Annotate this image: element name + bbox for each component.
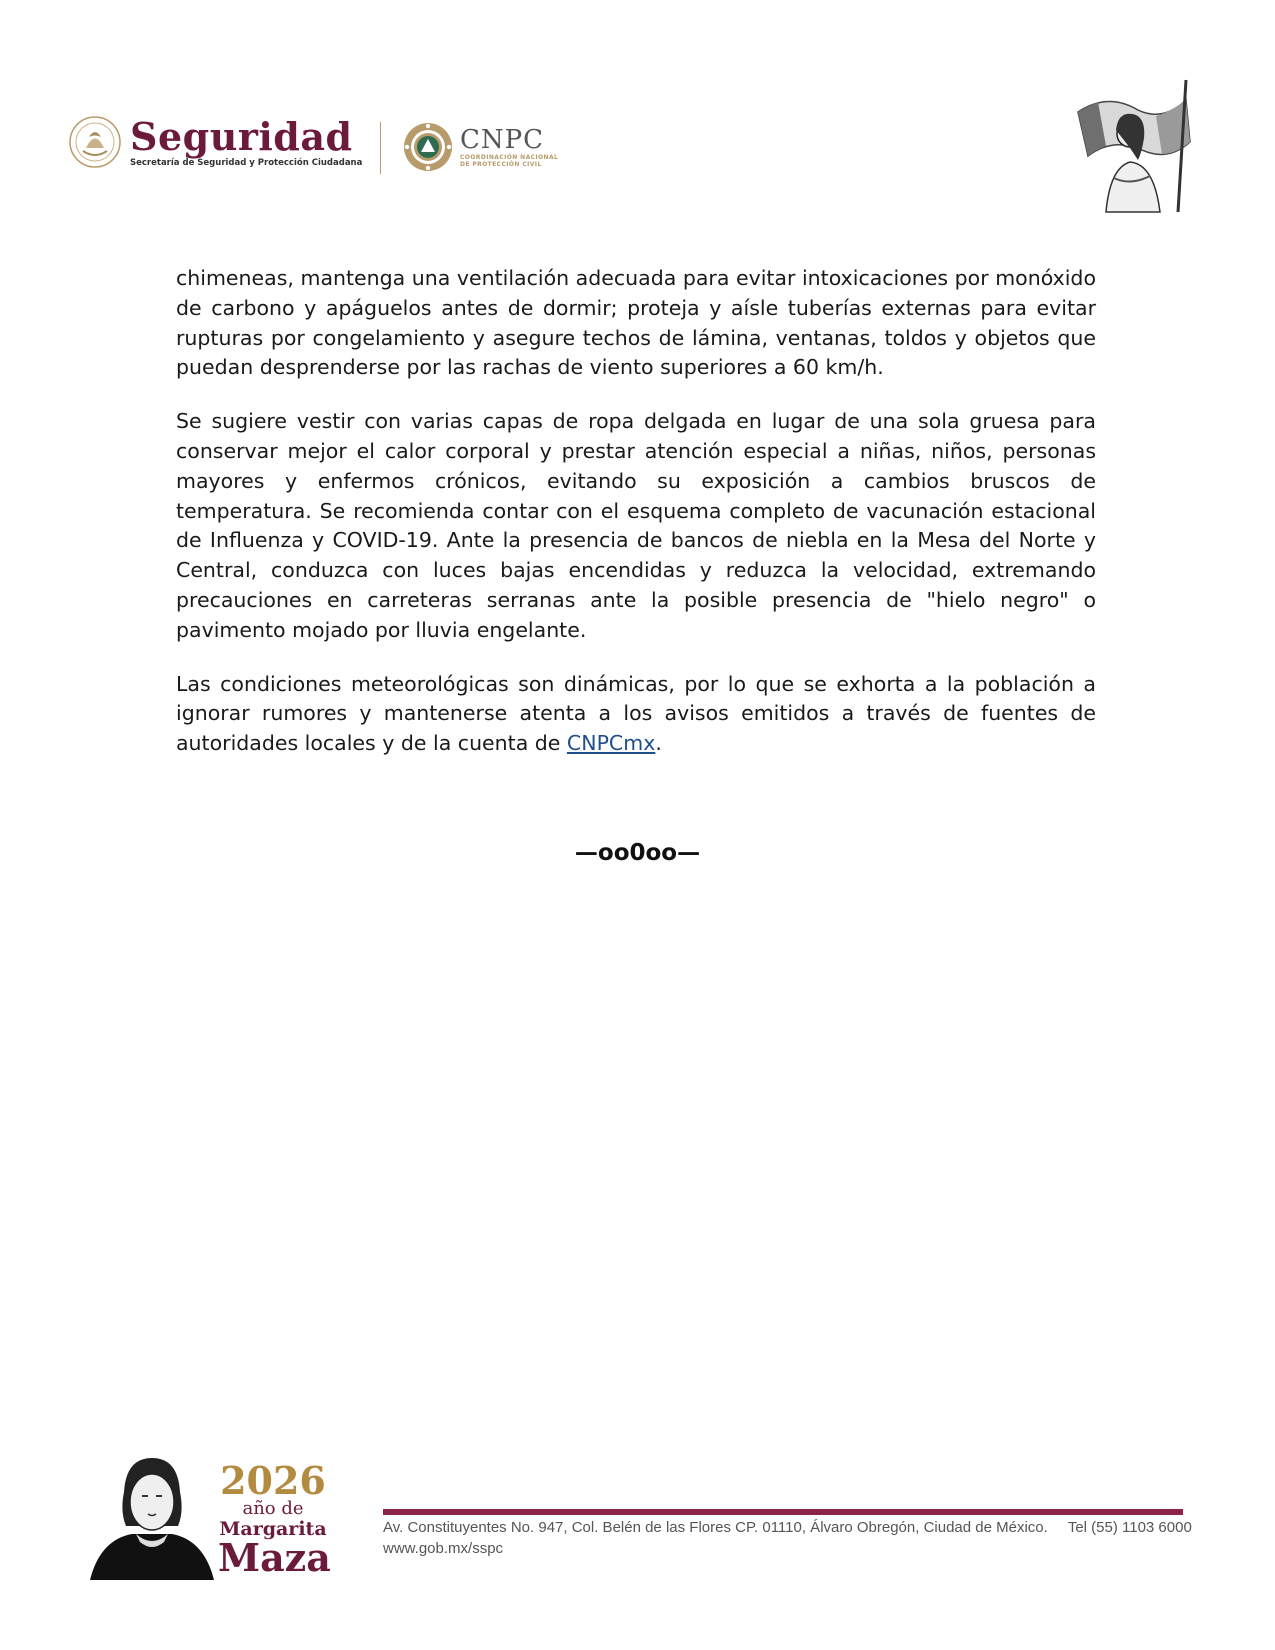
honoree-surname: Maza <box>218 1535 331 1580</box>
seguridad-logo <box>68 112 362 172</box>
page-header <box>0 0 1275 230</box>
national-seal-icon <box>68 115 122 169</box>
year-number: 2026 <box>220 1458 326 1503</box>
year-label: año de <box>242 1498 304 1519</box>
logo-subtitle: Secretaría de Seguridad y Protección Ciudadana <box>130 157 363 168</box>
cnpc-subtitle-line1: COORDINACIÓN NACIONAL <box>460 153 559 161</box>
footer-address: Av. Constituyentes No. 947, Col. Belén de las Flores CP. 01110, Álvaro Obregón, Ciudad de México. <box>383 1519 1048 1536</box>
end-separator: —oo0oo— <box>574 840 701 866</box>
civil-protection-emblem-icon <box>402 121 454 173</box>
paragraph3-end: . <box>655 731 662 756</box>
paragraph3-text: Las condiciones meteorológicas son dinámicas, por lo que se exhorta a la población a ignorar rumores y mantenerse atenta a los avisos emitidos a través de fuentes de autoridades locales y de la cuenta de <box>176 671 1096 756</box>
heroine-flag-illustration-icon <box>1058 72 1198 218</box>
honoree-first-name: Margarita <box>219 1518 327 1540</box>
footer-address-line <box>383 1519 1192 1536</box>
cnpc-logo <box>402 121 558 173</box>
paragraph-heating-advice: chimeneas, mantenga una ventilación adecuada para evitar intoxicaciones por monóxido de carbono y apáguelos antes de dormir; proteja y aísle tuberías externas para evitar rupturas por congelamiento y asegure techos de lámina, ventanas, toldos y objetos que puedan desprenderse por las rachas de viento superiores a 60 km/h. <box>176 266 1096 380</box>
commemorative-year-block <box>218 1458 331 1580</box>
cnpc-title: CNPC <box>460 124 545 155</box>
paragraph-clothing-advice: Se sugiere vestir con varias capas de ropa delgada en lugar de una sola gruesa para conservar mejor el calor corporal y prestar atención especial a niñas, niños, personas mayores y enfermos crónicos, evitando su exposición a cambios bruscos de temperatura. Se recomienda contar con el esquema completo de vacunación estacional de Influenza y COVID-19. Ante la presencia de bancos de niebla en la Mesa del Norte y Central, conduzca con luces bajas encendidas y reduzca la velocidad, extremando precauciones en carreteras serranas ante la posible presencia de "hielo negro" o pavimento mojado por lluvia engelante. <box>176 409 1096 642</box>
document-body <box>176 264 1096 783</box>
logo-divider <box>380 122 381 174</box>
paragraph-official-sources <box>176 670 1096 759</box>
cnpcmx-link[interactable]: CNPCmx <box>566 731 656 756</box>
footer-accent-bar <box>383 1509 1183 1515</box>
margarita-maza-portrait-icon <box>86 1452 216 1580</box>
footer-phone: Tel (55) 1103 6000 <box>1067 1519 1192 1536</box>
cnpc-subtitle-line2: DE PROTECCIÓN CIVIL <box>460 161 542 168</box>
logo-title: Seguridad <box>130 113 353 159</box>
footer-website[interactable]: www.gob.mx/sspc <box>383 1540 504 1557</box>
